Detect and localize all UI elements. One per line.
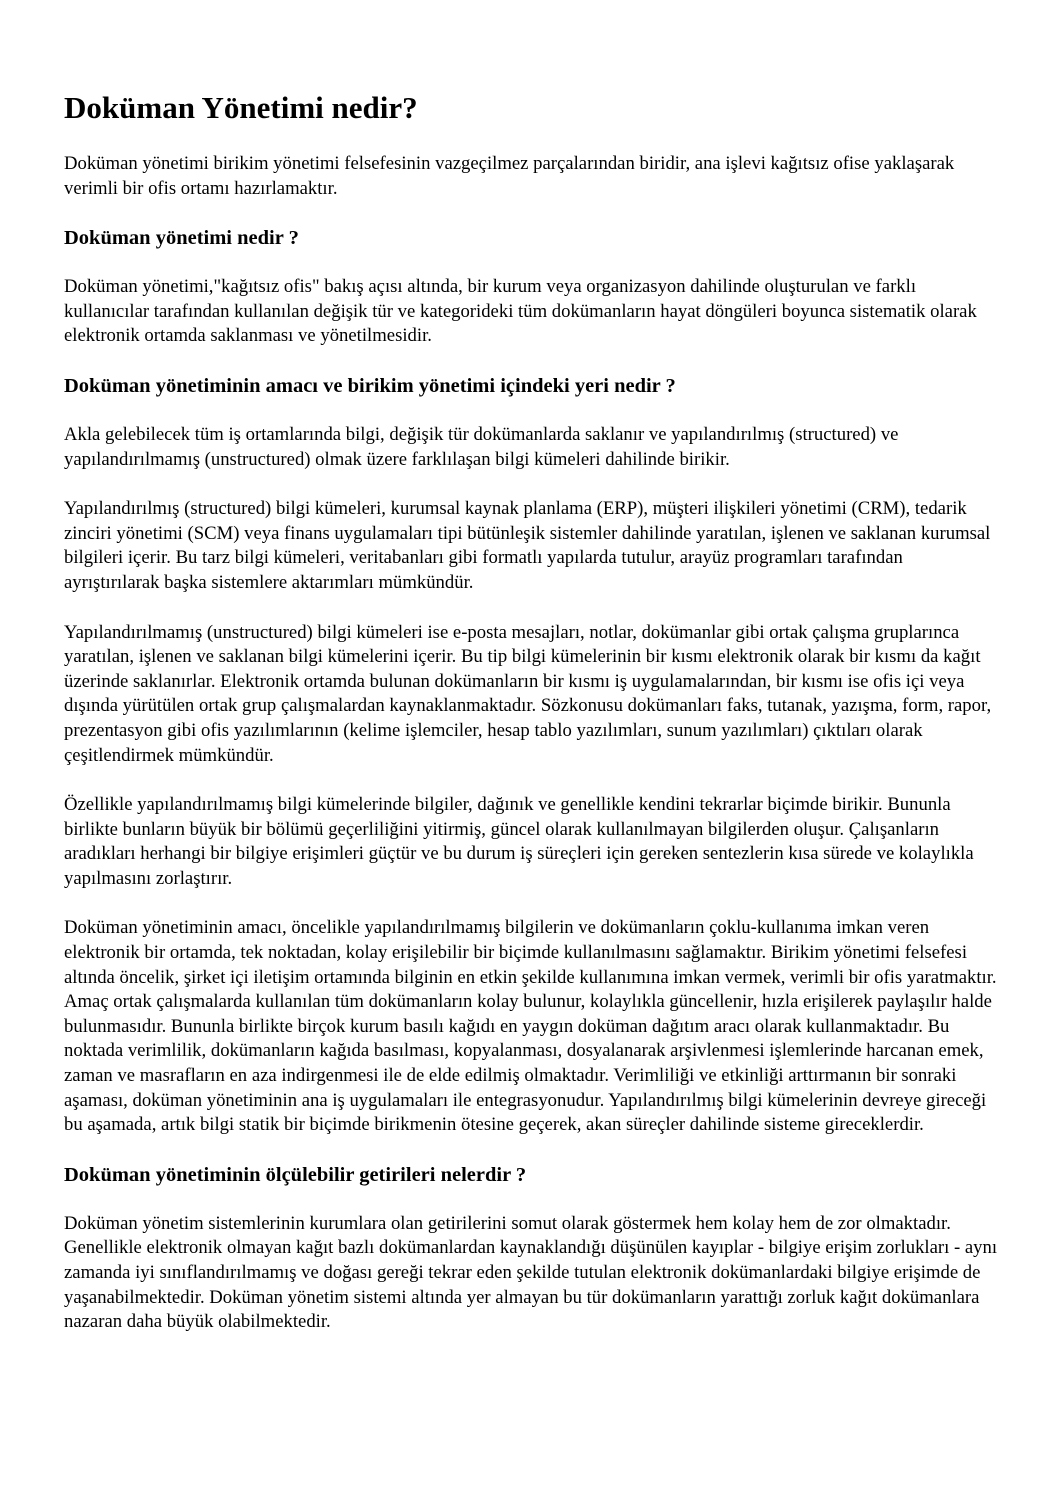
paragraph: Akla gelebilecek tüm iş ortamlarında bilgi, değişik tür dokümanlarda saklanır ve yapılandırılmış (structured) ve yapılandırılmamış (unstructured) olmak üzere farklılaşan bilgi kümeleri dahilinde birikir. (64, 423, 899, 470)
document-page (64, 88, 999, 1360)
section-heading-benefits: Doküman yönetiminin ölçülebilir getirileri nelerdir ? (64, 1163, 527, 1186)
paragraph: Doküman yönetimi,"kağıtsız ofis" bakış açısı altında, bir kurum veya organizasyon dahilinde oluşturulan ve farklı kullanıcılar tarafından kullanılan değişik tür ve kategorideki tüm dokümanların hayat döngüleri boyunca sistematik olarak elektronik ortamda saklanması ve yönetilmesidir. (64, 276, 977, 347)
section-heading-definition: Doküman yönetimi nedir ? (64, 227, 299, 250)
section-heading-purpose: Doküman yönetiminin amacı ve birikim yönetimi içindeki yeri nedir ? (64, 374, 676, 397)
intro-paragraph: Doküman yönetimi birikim yönetimi felsefesinin vazgeçilmez parçalarından biridir, ana işlevi kağıtsız ofise yaklaşarak verimli bir ofis ortamı hazırlamaktır. (64, 153, 955, 199)
page-title: Doküman Yönetimi nedir? (64, 90, 418, 125)
paragraph: Özellikle yapılandırılmamış bilgi kümelerinde bilgiler, dağınık ve genellikle kendini tekrarlar biçimde birikir. Bununla birlikte bunların büyük bir bölümü geçerliliğini yitirmiş, güncel olarak kullanılmayan bilgilerden oluşur. Çalışanların aradıkları herhangi bir bilgiye erişimleri güçtür ve bu durum iş süreçleri için gereken sentezlerin kısa sürede ve kolaylıkla yapılmasını zorlaştırır. (64, 794, 974, 889)
paragraph: Yapılandırılmış (structured) bilgi kümeleri, kurumsal kaynak planlama (ERP), müşteri ilişkileri yönetimi (CRM), tedarik zinciri yönetimi (SCM) veya finans uygulamaları tipi bütünleşik sistemler dahilinde yaratılan, işlenen ve saklanan kurumsal bilgileri içerir. Bu tarz bilgi kümeleri, veritabanları gibi formatlı yapılarda tutulur, arayüz programları tarafından ayrıştırılarak başka sistemlere aktarımları mümkündür. (64, 498, 991, 593)
paragraph: Yapılandırılmamış (unstructured) bilgi kümeleri ise e-posta mesajları, notlar, dokümanlar gibi ortak çalışma gruplarınca yaratılan, işlenen ve saklanan bilgi kümelerini içerir. Bu tip bilgi kümelerinin bir kısmı elektronik olarak bir kısmı da kağıt üzerinde saklanırlar. Elektronik ortamda bulunan dokümanların bir kısmı iş uygulamalarından, bir kısmı ise ofis içi veya dışında yürütülen ortak grup çalışmalardan kaynaklanmaktadır. Sözkonusu dokümanları faks, tutanak, yazışma, form, rapor, prezentasyon gibi ofis yazılımlarının (kelime işlemciler, hesap tablo yazılımları, sunum yazılımları) çıktıları olarak çeşitlendirmek mümkündür. (64, 621, 992, 766)
paragraph: Doküman yönetiminin amacı, öncelikle yapılandırılmamış bilgilerin ve dokümanların çoklu-kullanıma imkan veren elektronik bir ortamda, tek noktadan, kolay erişilebilir bir biçimde kullanılmasını sağlamaktır. Birikim yönetimi felsefesi altında öncelik, şirket içi iletişim ortamında bilginin en etkin şekilde kullanımına imkan vermek, verimli bir ofis yaratmaktır. Amaç ortak çalışmalarda kullanılan tüm dokümanların kolay bulunur, kolaylıkla güncellenir, hızla erişilerek paylaşılır halde bulunmasıdır. Bununla birlikte birçok kurum basılı kağıdı en yaygın doküman dağıtım aracı olarak kullanmaktadır. Bu noktada verimlilik, dokümanların kağıda basılması, kopyalanması, dosyalanarak arşivlenmesi işlemlerinde harcanan emek, zaman ve masrafların en aza indirgenmesi ile de elde edilmiş olmaktadır. Verimliliği ve etkinliği arttırmanın bir sonraki aşaması, doküman yönetiminin ana iş uygulamaları ile entegrasyonudur. Yapılandırılmış bilgi kümelerinin devreye gireceği bu aşamada, artık bilgi statik bir biçimde birikmenin ötesine geçerek, akan süreçler dahilinde sisteme gireceklerdir. (64, 917, 997, 1136)
paragraph: Doküman yönetim sistemlerinin kurumlara olan getirilerini somut olarak göstermek hem kolay hem de zor olmaktadır. Genellikle elektronik olmayan kağıt bazlı dokümanlardan kaynaklandığı düşünülen kayıplar - bilgiye erişim zorlukları - aynı zamanda iyi sınıflandırılmamış ve doğası gereği tekrar eden şekilde tutulan elektronik dokümanlardaki bilgiye erişimde de yaşanabilmektedir. Doküman yönetim sistemi altında yer almayan bu tür dokümanların yarattığı zorluk kağıt dokümanlara nazaran daha büyük olabilmektedir. (64, 1212, 998, 1333)
